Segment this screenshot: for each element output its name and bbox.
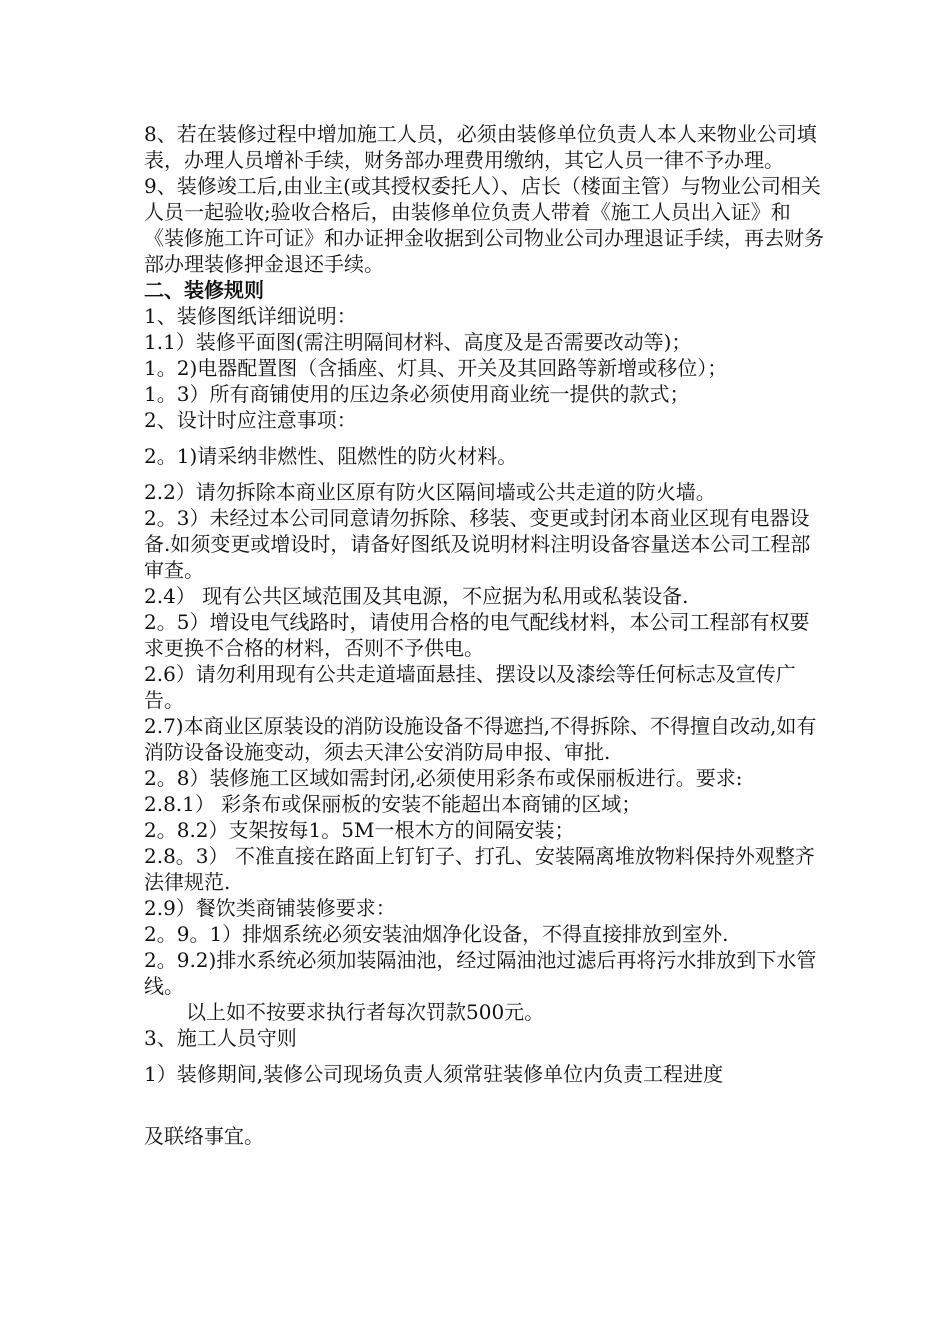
- rule-2-9: 2.9）餐饮类商铺装修要求：: [144, 896, 396, 920]
- paragraph-item-8: 8、若在装修过程中增加施工人员，必须由装修单位负责人本人来物业公司填表，办理人员增补手续，财务部办理费用缴纳，其它人员一律不予办理。: [144, 122, 817, 172]
- rule-2-8: 2。8）装修施工区域如需封闭,必须使用彩条布或保丽板进行。要求:: [144, 766, 743, 790]
- section-heading-renovation-rules: 二、装修规则: [144, 278, 264, 302]
- rule-3-1: 1）装修期间,装修公司现场负责人须常驻装修单位内负责工程进度: [144, 1062, 724, 1086]
- rule-2-1: 2。1)请采纳非燃性、阻燃性的防火材料。: [144, 444, 518, 468]
- rule-1-3: 1。3）所有商铺使用的压边条必须使用商业统一提供的款式；: [144, 382, 690, 406]
- rule-3-worker-code: 3、施工人员守则: [144, 1026, 297, 1050]
- rule-2-8-1: 2.8.1） 彩条布或保丽板的安装不能超出本商铺的区域；: [144, 792, 642, 816]
- rule-2-design-notes: 2、设计时应注意事项：: [144, 408, 357, 432]
- rule-2-8-3: 2.8。3） 不准直接在路面上钉钉子、打孔、安装隔离堆放物料保持外观整齐法律规范.: [144, 844, 815, 894]
- rule-2-4: 2.4） 现有公共区域范围及其电源，不应据为私用或私装设备.: [144, 584, 689, 608]
- rule-1-1: 1.1）装修平面图(需注明隔间材料、高度及是否需要改动等)；: [144, 330, 692, 354]
- rule-2-2: 2.2）请勿拆除本商业区原有防火区隔间墙或公共走道的防火墙。: [144, 480, 716, 504]
- rule-2-3: 2。3）未经过本公司同意请勿拆除、移装、变更或封闭本商业区现有电器设备.如须变更或增设时，请备好图纸及说明材料注明设备容量送本公司工程部审查。: [144, 506, 811, 582]
- rule-1-2: 1。2)电器配置图（含插座、灯具、开关及其回路等新增或移位）；: [144, 356, 728, 380]
- rule-2-9-1: 2。9。1）排烟系统必须安装油烟净化设备，不得直接排放到室外.: [144, 922, 729, 946]
- rule-2-7: 2.7)本商业区原装设的消防设施设备不得遮挡,不得拆除、不得擅自改动,如有消防设备设施变动，须去天津公安消防局申报、审批.: [144, 714, 817, 764]
- rule-2-5: 2。5）增设电气线路时，请使用合格的电气配线材料，本公司工程部有权要求更换不合格的材料，否则不予供电。: [144, 610, 810, 660]
- rule-2-8-2: 2。8.2）支架按每1。5M一根木方的间隔安装；: [144, 818, 575, 842]
- rule-2-6: 2.6）请勿利用现有公共走道墙面悬挂、摆设以及漆绘等任何标志及宣传广告。: [144, 662, 796, 712]
- rule-1-drawings: 1、装修图纸详细说明：: [144, 304, 357, 328]
- rule-3-1-continued: 及联络事宜。: [144, 1124, 264, 1148]
- rule-2-9-2: 2。9.2)排水系统必须加装隔油池，经过隔油池过滤后再将污水排放到下水管线。: [144, 948, 817, 998]
- paragraph-item-9: 9、装修竣工后,由业主(或其授权委托人）、店长（楼面主管）与物业公司相关人员一起验收;验收合格后，由装修单位负责人带着《施工人员出入证》和《装修施工许可证》和办证押金收据到公司物业公司办理退证手续，再去财务部办理装修押金退还手续。: [144, 174, 824, 276]
- document-body: [144, 121, 824, 1149]
- penalty-note: 以上如不按要求执行者每次罚款500元。: [186, 1000, 545, 1024]
